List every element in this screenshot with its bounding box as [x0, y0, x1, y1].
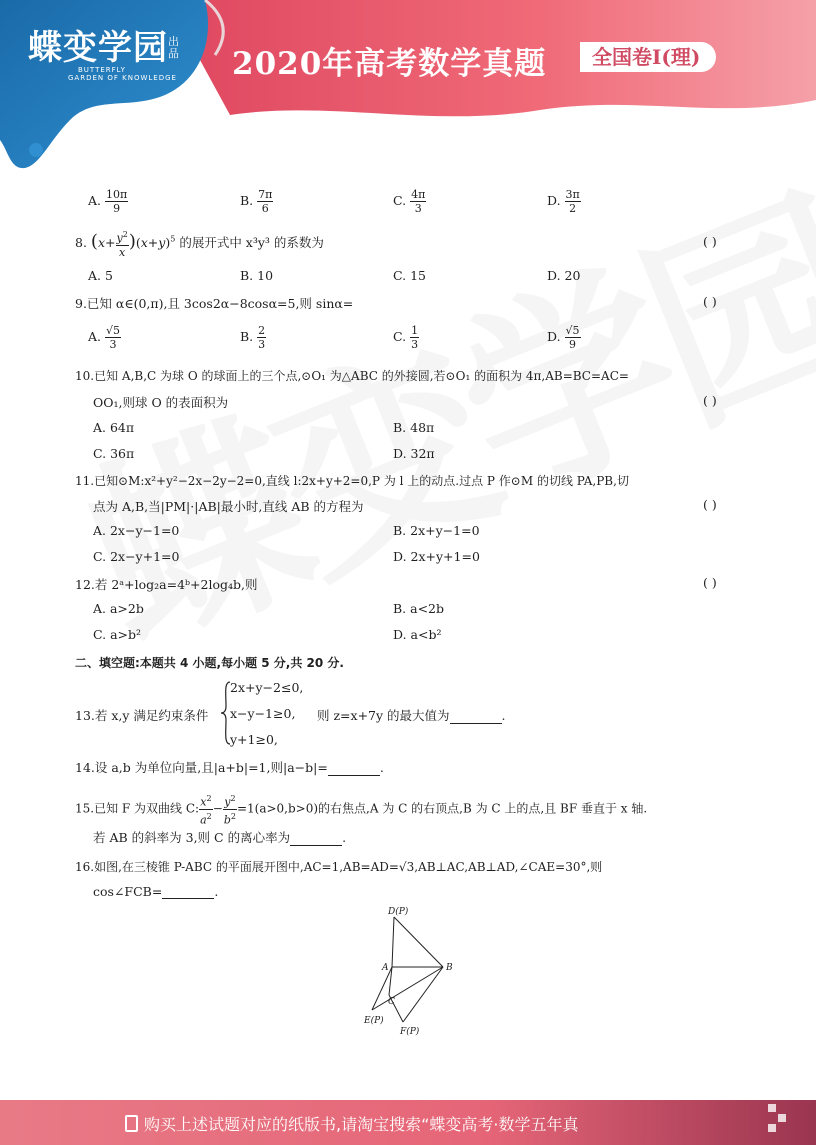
q9-option-d: D. $\frac{√5}{9}$	[547, 324, 580, 351]
fraction: $\frac{3\pi}{2}$	[565, 188, 580, 215]
paper-badge: 全国卷Ⅰ(理)	[580, 42, 716, 72]
q8-option-c: C. 15	[393, 268, 426, 283]
fraction: $\frac{10\pi}{9}$	[106, 188, 128, 215]
q8-option-d: D. 20	[547, 268, 581, 283]
q13-constraint-3: y+1≥0,	[230, 732, 278, 747]
q7-option-d	[547, 188, 581, 215]
phone-icon	[125, 1115, 138, 1132]
edge-da	[392, 917, 394, 967]
q9-option-c: C. $\frac{1}{3}$	[393, 324, 419, 351]
q7-option-b	[240, 188, 273, 215]
page-title: 2020年高考数学真题	[232, 46, 547, 82]
q11-stem-line2: 点为 A,B,当|PM|·|AB|最小时,直线 AB 的方程为	[93, 499, 364, 514]
q9-answer-paren: ( )	[703, 294, 717, 309]
header-background	[0, 0, 816, 170]
q8-stem: 8. (x+ $\frac{y^2}{x}$ )$(x+y)^5$ 的展开式中 x³y³ 的系数为	[75, 230, 324, 259]
q13-constraint-1: 2x+y−2≤0,	[230, 680, 304, 695]
q13-suffix: 则 z=x+7y 的最大值为 .	[317, 708, 506, 723]
q9-option-b: B. $\frac{2}{3}$	[240, 324, 266, 351]
q12-option-d: D. a<b²	[393, 627, 442, 642]
label-f: F(P)	[400, 1027, 420, 1037]
option-letter: D.	[547, 193, 561, 208]
q11-option-c: C. 2x−y+1=0	[93, 549, 180, 564]
answer-blank[interactable]	[290, 845, 342, 846]
fraction: $\frac{4\pi}{3}$	[411, 188, 426, 215]
answer-blank[interactable]	[450, 723, 502, 724]
edge-bf	[403, 967, 443, 1022]
q15-stem-line1: 15.已知 F 为双曲线 C: $\frac{x^2}{a^2}$ − $\frac{y^2}{b^2}$ =1(a>0,b>0)的右焦点,A 为 C 的右顶点,B 为 C 上的点,且 BF 垂直于 x 轴.	[75, 794, 648, 827]
q10-option-d: D. 32π	[393, 446, 435, 461]
q13-prefix: 13.若 x,y 满足约束条件	[75, 708, 209, 723]
q11-option-d: D. 2x+y+1=0	[393, 549, 480, 564]
q16-stem-line2: cos∠FCB= .	[93, 884, 219, 899]
label-c: C	[388, 997, 395, 1007]
q10-stem-line2: OO₁,则球 O 的表面积为	[93, 395, 229, 410]
q10-option-b: B. 48π	[393, 420, 435, 435]
q12-stem: 12.若 2ᵃ+log₂a=4ᵇ+2log₄b,则	[75, 577, 258, 592]
logo-english-2: GARDEN OF KNOWLEDGE	[68, 74, 177, 82]
page-footer	[0, 1100, 816, 1145]
q8-option-b: B. 10	[240, 268, 274, 283]
answer-blank[interactable]	[162, 898, 214, 899]
q10-option-a: A. 64π	[93, 420, 135, 435]
label-d: D(P)	[388, 907, 409, 917]
q7-option-a	[88, 188, 128, 215]
section-heading: 二、填空题:本题共 4 小题,每小题 5 分,共 20 分.	[75, 656, 344, 670]
q14-stem: 14.设 a,b 为单位向量,且|a+b|=1,则|a−b|= .	[75, 760, 384, 775]
label-e: E(P)	[364, 1016, 384, 1026]
q7-option-c	[393, 188, 426, 215]
footer-promo: 购买上述试题对应的纸版书,请淘宝搜索“蝶变高考·数学五年真	[125, 1112, 578, 1135]
option-letter: B.	[240, 193, 254, 208]
q11-option-b: B. 2x+y−1=0	[393, 523, 480, 538]
option-letter: C.	[393, 193, 407, 208]
label-b: B	[446, 963, 453, 973]
q11-option-a: A. 2x−y−1=0	[93, 523, 180, 538]
edge-eb	[372, 967, 443, 1010]
q9-option-a: A. $\frac{√5}{3}$	[88, 324, 121, 351]
q16-stem-line1: 16.如图,在三棱锥 P-ABC 的平面展开图中,AC=1,AB=AD=√3,AB⊥AC,AB⊥AD,∠CAE=30°,则	[75, 860, 603, 874]
q10-option-c: C. 36π	[93, 446, 135, 461]
fraction: $\frac{7\pi}{6}$	[258, 188, 273, 215]
logo-producer: 出品	[168, 35, 179, 60]
option-letter: A.	[88, 193, 102, 208]
net-figure	[355, 903, 465, 1038]
q9-stem: 9.已知 α∈(0,π),且 3cos2α−8cosα=5,则 sinα=	[75, 296, 354, 311]
q12-option-b: B. a<2b	[393, 601, 445, 616]
q12-option-c: C. a>b²	[93, 627, 142, 642]
q13-constraint-2: x−y−1≥0,	[230, 706, 296, 721]
page-header	[0, 0, 816, 170]
q10-answer-paren: ( )	[703, 393, 717, 408]
q11-stem-line1: 11.已知⊙M:x²+y²−2x−2y−2=0,直线 l:2x+y+2=0,P 为 l 上的动点.过点 P 作⊙M 的切线 PA,PB,切	[75, 474, 629, 488]
logo-text: 蝶变学园	[28, 28, 168, 68]
label-a: A	[382, 963, 389, 973]
q12-option-a: A. a>2b	[93, 601, 144, 616]
q15-stem-line2: 若 AB 的斜率为 3,则 C 的离心率为 .	[93, 830, 347, 845]
edge-db	[394, 917, 443, 967]
q11-answer-paren: ( )	[703, 497, 717, 512]
q10-stem-line1: 10.已知 A,B,C 为球 O 的球面上的三个点,⊙O₁ 为△ABC 的外接圆,若⊙O₁ 的面积为 4π,AB=BC=AC=	[75, 369, 629, 383]
logo-english-1: BUTTERFLY	[78, 66, 126, 74]
q8-option-a: A. 5	[88, 268, 113, 283]
answer-blank[interactable]	[328, 775, 380, 776]
q12-answer-paren: ( )	[703, 575, 717, 590]
q8-answer-paren: ( )	[703, 234, 717, 249]
